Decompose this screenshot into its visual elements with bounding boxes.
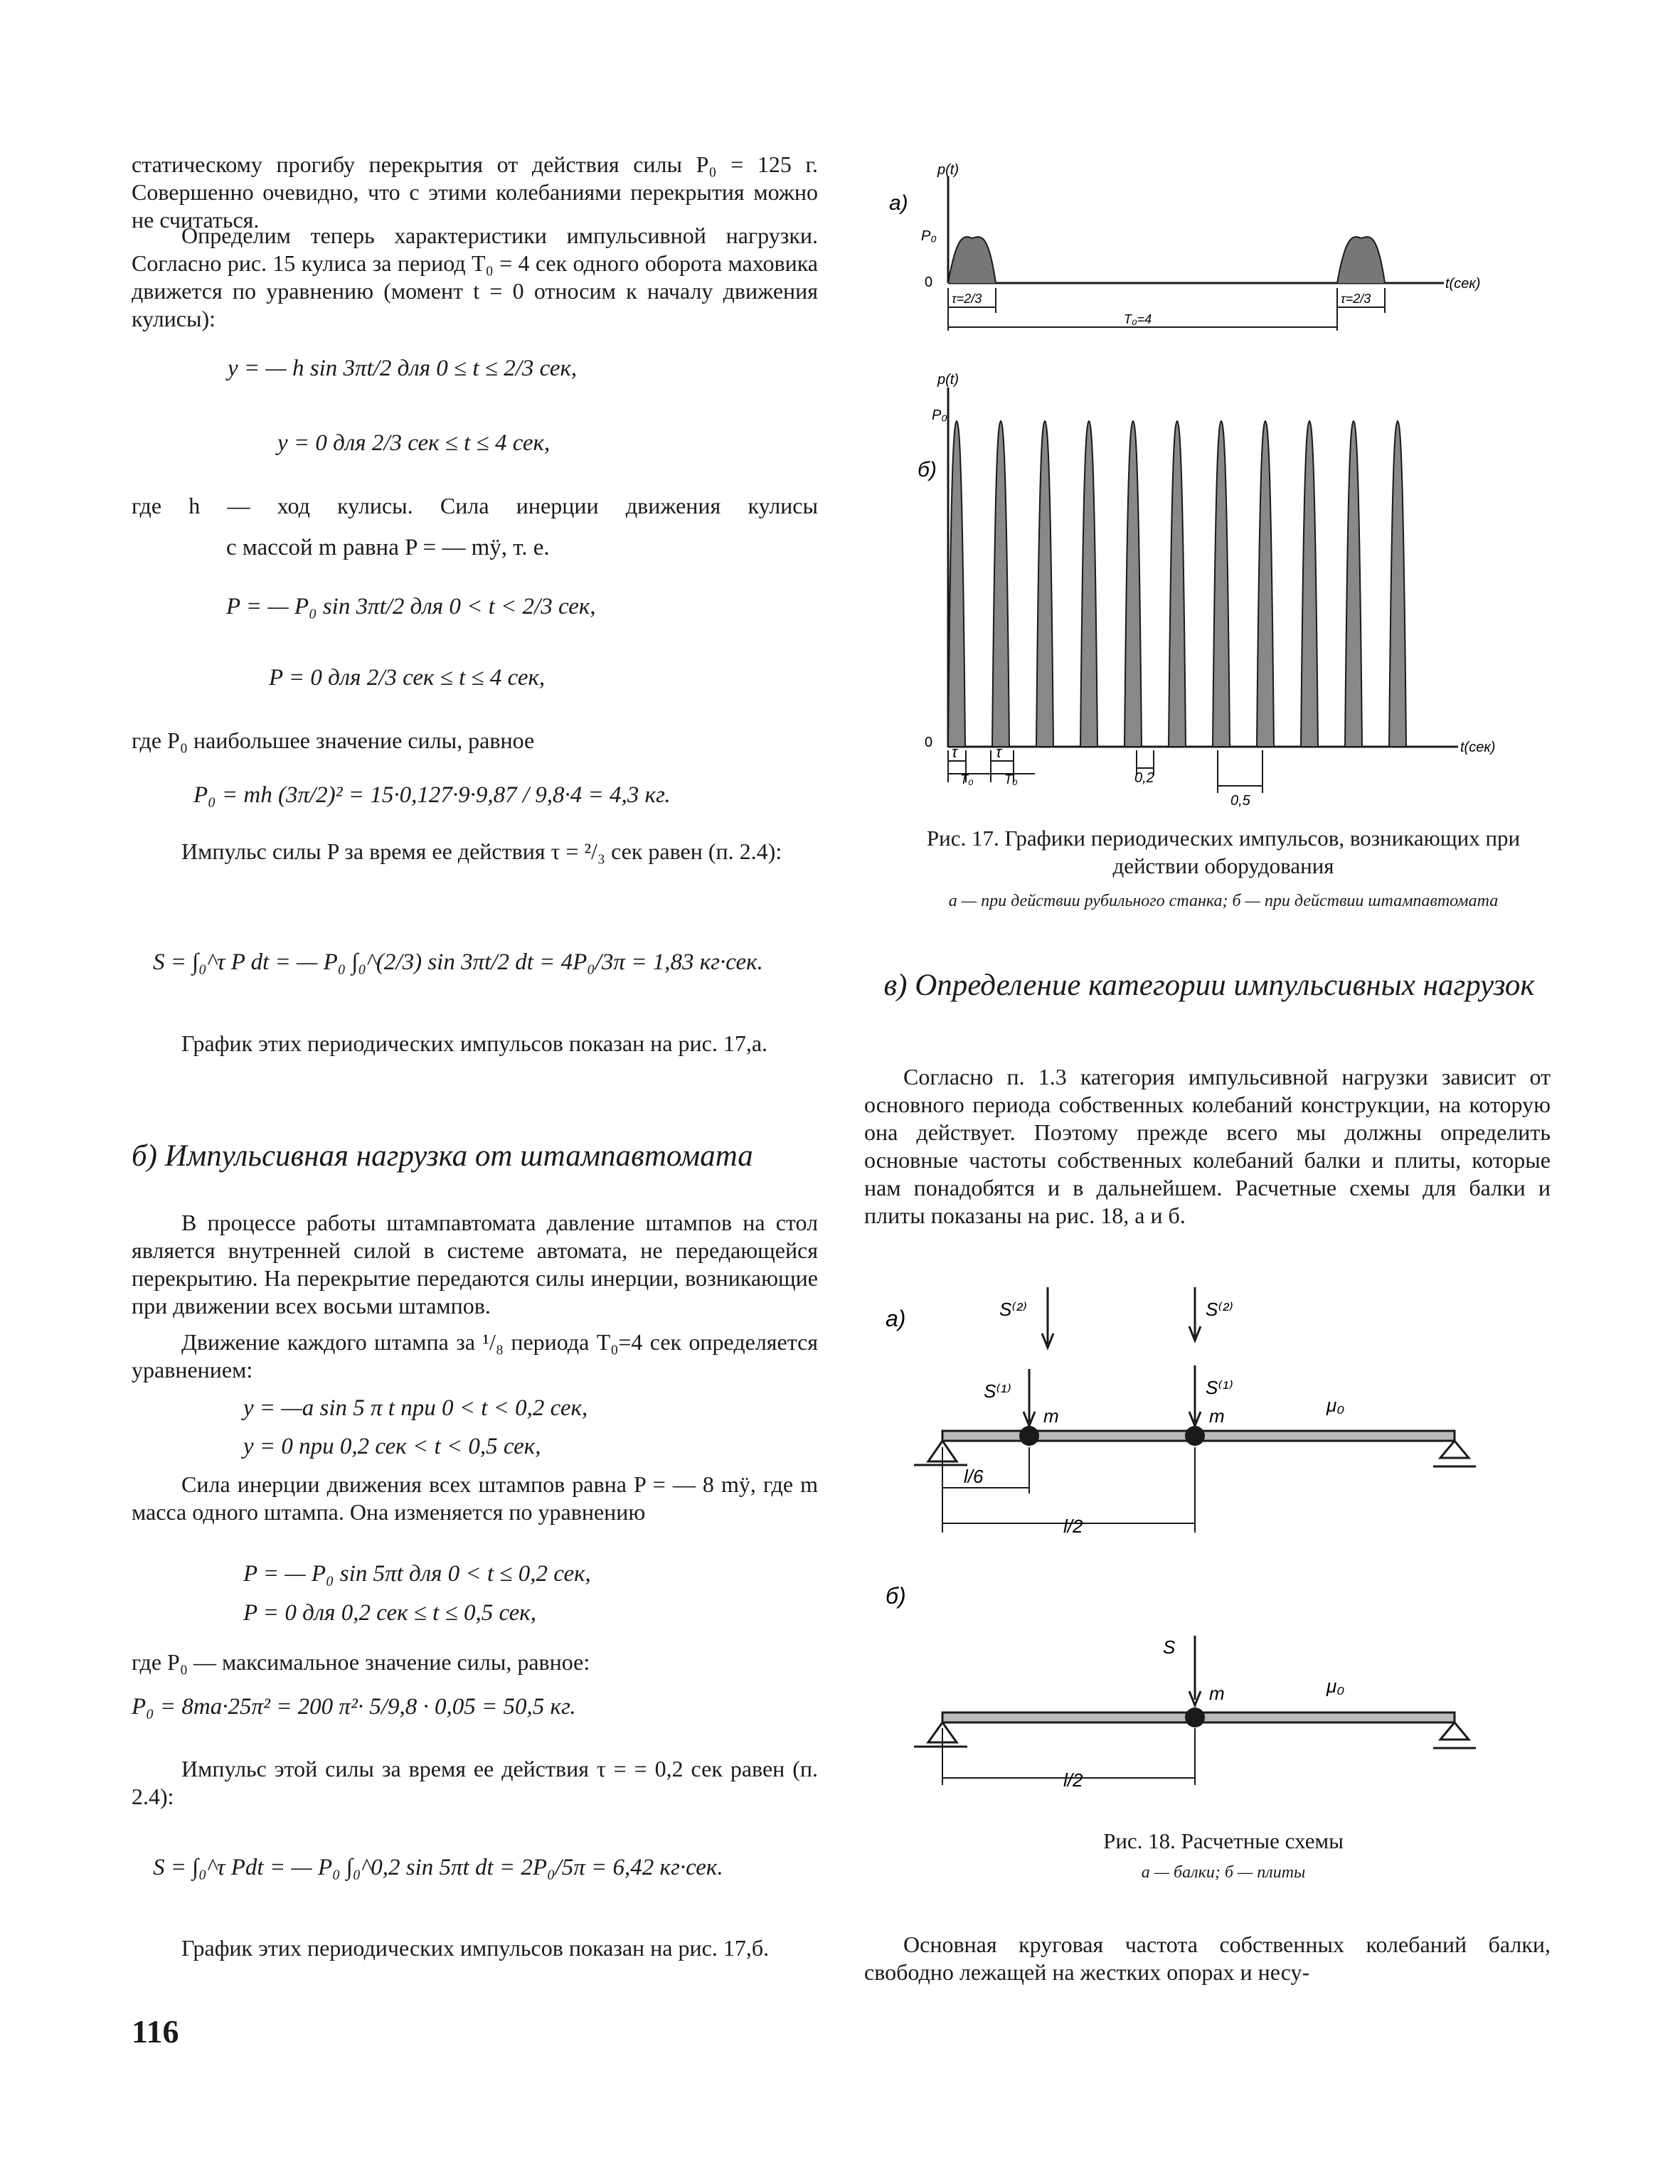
equation-3: P = — P₀ sin 3πt/2 для 0 < t < 2/3 сек,	[226, 594, 596, 619]
paragraph-12: График этих периодических импульсов показан на рис. 17,б.	[181, 1935, 770, 1961]
page-number: 116	[132, 2013, 179, 2050]
fig17a-label: а)	[889, 191, 908, 215]
paragraph-8: Движение каждого штампа за ¹/₈ периода T₀=4 сек определяется уравнением:	[132, 1329, 818, 1383]
fig18a-S2-left: S⁽²⁾	[999, 1299, 1027, 1320]
equation-6: S = ∫₀^τ P dt = — P₀ ∫₀^(2/3) sin 3πt/2 dt = 4P₀/3π = 1,83 кг·сек.	[153, 949, 763, 975]
paragraph-9: Сила инерции движения всех штампов равна P = — 8 mÿ, где m масса одного штампа. Она изменяется по уравнению	[132, 1471, 818, 1525]
fig17b-p-label: p(t)	[937, 372, 959, 388]
fig17b-pulse	[1389, 421, 1406, 747]
fig17b-tau-1: τ	[952, 743, 958, 761]
fig18a-mass-right	[1185, 1426, 1205, 1446]
fig17a-tau-1: τ=2/3	[952, 292, 982, 306]
fig18a-S1-right: S⁽¹⁾	[1206, 1377, 1233, 1398]
fig18a-mass-left	[1019, 1426, 1039, 1446]
right-paragraph-2: Основная круговая частота собственных колебаний балки, свободно лежащей на жестких опорах и несу-	[864, 1932, 1551, 1986]
fig18a-S2-right: S⁽²⁾	[1206, 1299, 1233, 1320]
fig18b-l2: l/2	[1063, 1769, 1083, 1791]
fig17b-pulse	[1345, 421, 1362, 747]
fig17b-v02: 0,2	[1134, 770, 1154, 786]
fig18a-S1-left: S⁽¹⁾	[984, 1380, 1011, 1402]
fig18a-label: а)	[886, 1306, 906, 1331]
paragraph-4: где P₀ наибольшее значение силы, равное	[132, 728, 535, 753]
fig17b-pulse	[1125, 421, 1142, 747]
fig18a-l6: l/6	[964, 1466, 984, 1487]
heading-b: б) Импульсивная нагрузка от штампавтомата	[132, 1139, 753, 1173]
fig17b-t-label: t(сек)	[1460, 740, 1496, 755]
paragraph-10: где P₀ — максимальное значение силы, равное:	[132, 1649, 590, 1675]
fig17b-pulse	[948, 421, 965, 747]
fig18a-m-right: m	[1209, 1405, 1225, 1427]
fig17b-pulse	[992, 421, 1009, 747]
fig17b-T0-2: T₀	[1004, 772, 1018, 787]
fig18a-mu: μ₀	[1327, 1395, 1345, 1416]
paragraph-6: График этих периодических импульсов показан на рис. 17,а.	[181, 1030, 768, 1056]
fig17b-zero: 0	[925, 735, 933, 750]
equation-11: P₀ = 8ma·25π² = 200 π²· 5/9,8 · 0,05 = 50,5 кг.	[132, 1694, 576, 1720]
fig17b-label: б)	[918, 458, 937, 481]
fig18a-support-right	[1440, 1441, 1469, 1458]
fig18a-m-left: m	[1043, 1405, 1059, 1427]
fig18a-l2: l/2	[1063, 1516, 1083, 1537]
fig17b-tau-2: τ	[996, 743, 1002, 761]
fig17-subcaption: а — при действии рубильного станка; б — при действии штампавтомата	[948, 892, 1499, 910]
fig18b-m: m	[1209, 1683, 1225, 1704]
equation-12: S = ∫₀^τ Pdt = — P₀ ∫₀^0,2 sin 5πt dt = 2P₀/5π = 6,42 кг·сек.	[153, 1855, 723, 1880]
fig17b-p0: P₀	[932, 407, 947, 423]
fig17b-v05: 0,5	[1230, 793, 1250, 809]
equation-4: P = 0 для 2/3 сек ≤ t ≤ 4 сек,	[269, 665, 546, 691]
paragraph-7: В процессе работы штампавтомата давление штампов на стол является внутренней силой в системе автомата, не передающейся перекрытию. На перекрытие передаются силы инерции, возникающие при движении всех восьми штампов.	[132, 1210, 818, 1319]
fig17b-pulse	[1213, 421, 1230, 747]
figure-18	[871, 1266, 1547, 1792]
fig17a-pulse-2	[1337, 237, 1385, 283]
equation-7: y = —a sin 5 π t при 0 < t < 0,2 сек,	[243, 1395, 588, 1421]
fig18b-mass	[1185, 1708, 1205, 1727]
fig17b-pulse	[1257, 421, 1274, 747]
fig17b-pulse	[1036, 421, 1053, 747]
heading-v: в) Определение категории импульсивных нагрузок	[883, 969, 1535, 1002]
fig18b-support-right	[1440, 1722, 1469, 1740]
equation-9: P = — P₀ sin 5πt для 0 < t ≤ 0,2 сек,	[243, 1561, 591, 1587]
paragraph-1: статическому прогибу перекрытия от действия силы P₀ = 125 г. Совершенно очевидно, что с этими колебаниями перекрытия можно не считаться.	[132, 151, 818, 233]
paragraph-5: Импульс силы P за время ее действия τ = ²/₃ сек равен (п. 2.4):	[181, 838, 782, 864]
fig17a-zero: 0	[925, 275, 933, 290]
fig18b-mu: μ₀	[1327, 1676, 1345, 1697]
equation-5: P₀ = mh (3π/2)² = 15·0,127·9·9,87 / 9,8·4 = 4,3 кг.	[193, 782, 671, 808]
fig17b-pulse	[1080, 421, 1097, 747]
paragraph-3b: с массой m равна P = — mÿ, т. е.	[226, 535, 550, 560]
fig17a-pulse-1	[948, 237, 996, 283]
equation-10: P = 0 для 0,2 сек ≤ t ≤ 0,5 сек,	[243, 1600, 536, 1626]
fig17a-p0: P₀	[921, 228, 937, 244]
fig17a-T0: T₀=4	[1124, 312, 1152, 326]
fig17a-p-label: p(t)	[937, 162, 959, 178]
fig18b-S: S	[1163, 1636, 1176, 1658]
paragraph-11: Импульс этой силы за время ее действия τ = = 0,2 сек равен (п. 2.4):	[132, 1756, 818, 1810]
fig17a-t-label: t(сек)	[1445, 276, 1481, 292]
fig18b-label: б)	[886, 1583, 906, 1609]
right-paragraph-1: Согласно п. 1.3 категория импульсивной нагрузки зависит от основного периода собственных колебаний конструкции, на которую она действует. Поэтому прежде всего мы должны определить основные частоты собственных колебаний балки и плиты, которые нам понадобятся и в дальнейшем. Расчетные схемы для балки и плиты показаны на рис. 18, а и б.	[864, 1064, 1551, 1229]
equation-1: y = — h sin 3πt/2 для 0 ≤ t ≤ 2/3 сек,	[228, 356, 578, 381]
paragraph-2: Определим теперь характеристики импульсивной нагрузки. Согласно рис. 15 кулиса за период T₀ = 4 сек одного оборота маховика движется по уравнению (момент t = 0 относим к началу движения кулисы):	[132, 223, 818, 332]
fig17b-T0-1: T₀	[960, 772, 974, 787]
fig17a-tau-2: τ=2/3	[1341, 292, 1371, 306]
fig18-caption: Рис. 18. Расчетные схемы	[1103, 1828, 1344, 1853]
figure-17	[889, 156, 1543, 811]
equation-8: y = 0 при 0,2 сек < t < 0,5 сек,	[243, 1434, 541, 1459]
fig17b-pulse	[1169, 421, 1186, 747]
fig17-caption: Рис. 17. Графики периодических импульсов, возникающих при действии оборудования	[926, 826, 1521, 878]
fig18-subcaption: а — балки; б — плиты	[1141, 1863, 1306, 1882]
equation-2: y = 0 для 2/3 сек ≤ t ≤ 4 сек,	[277, 430, 551, 456]
paragraph-3: где h — ход кулисы. Сила инерции движения кулисы	[132, 493, 818, 518]
fig17b-pulse	[1301, 421, 1318, 747]
